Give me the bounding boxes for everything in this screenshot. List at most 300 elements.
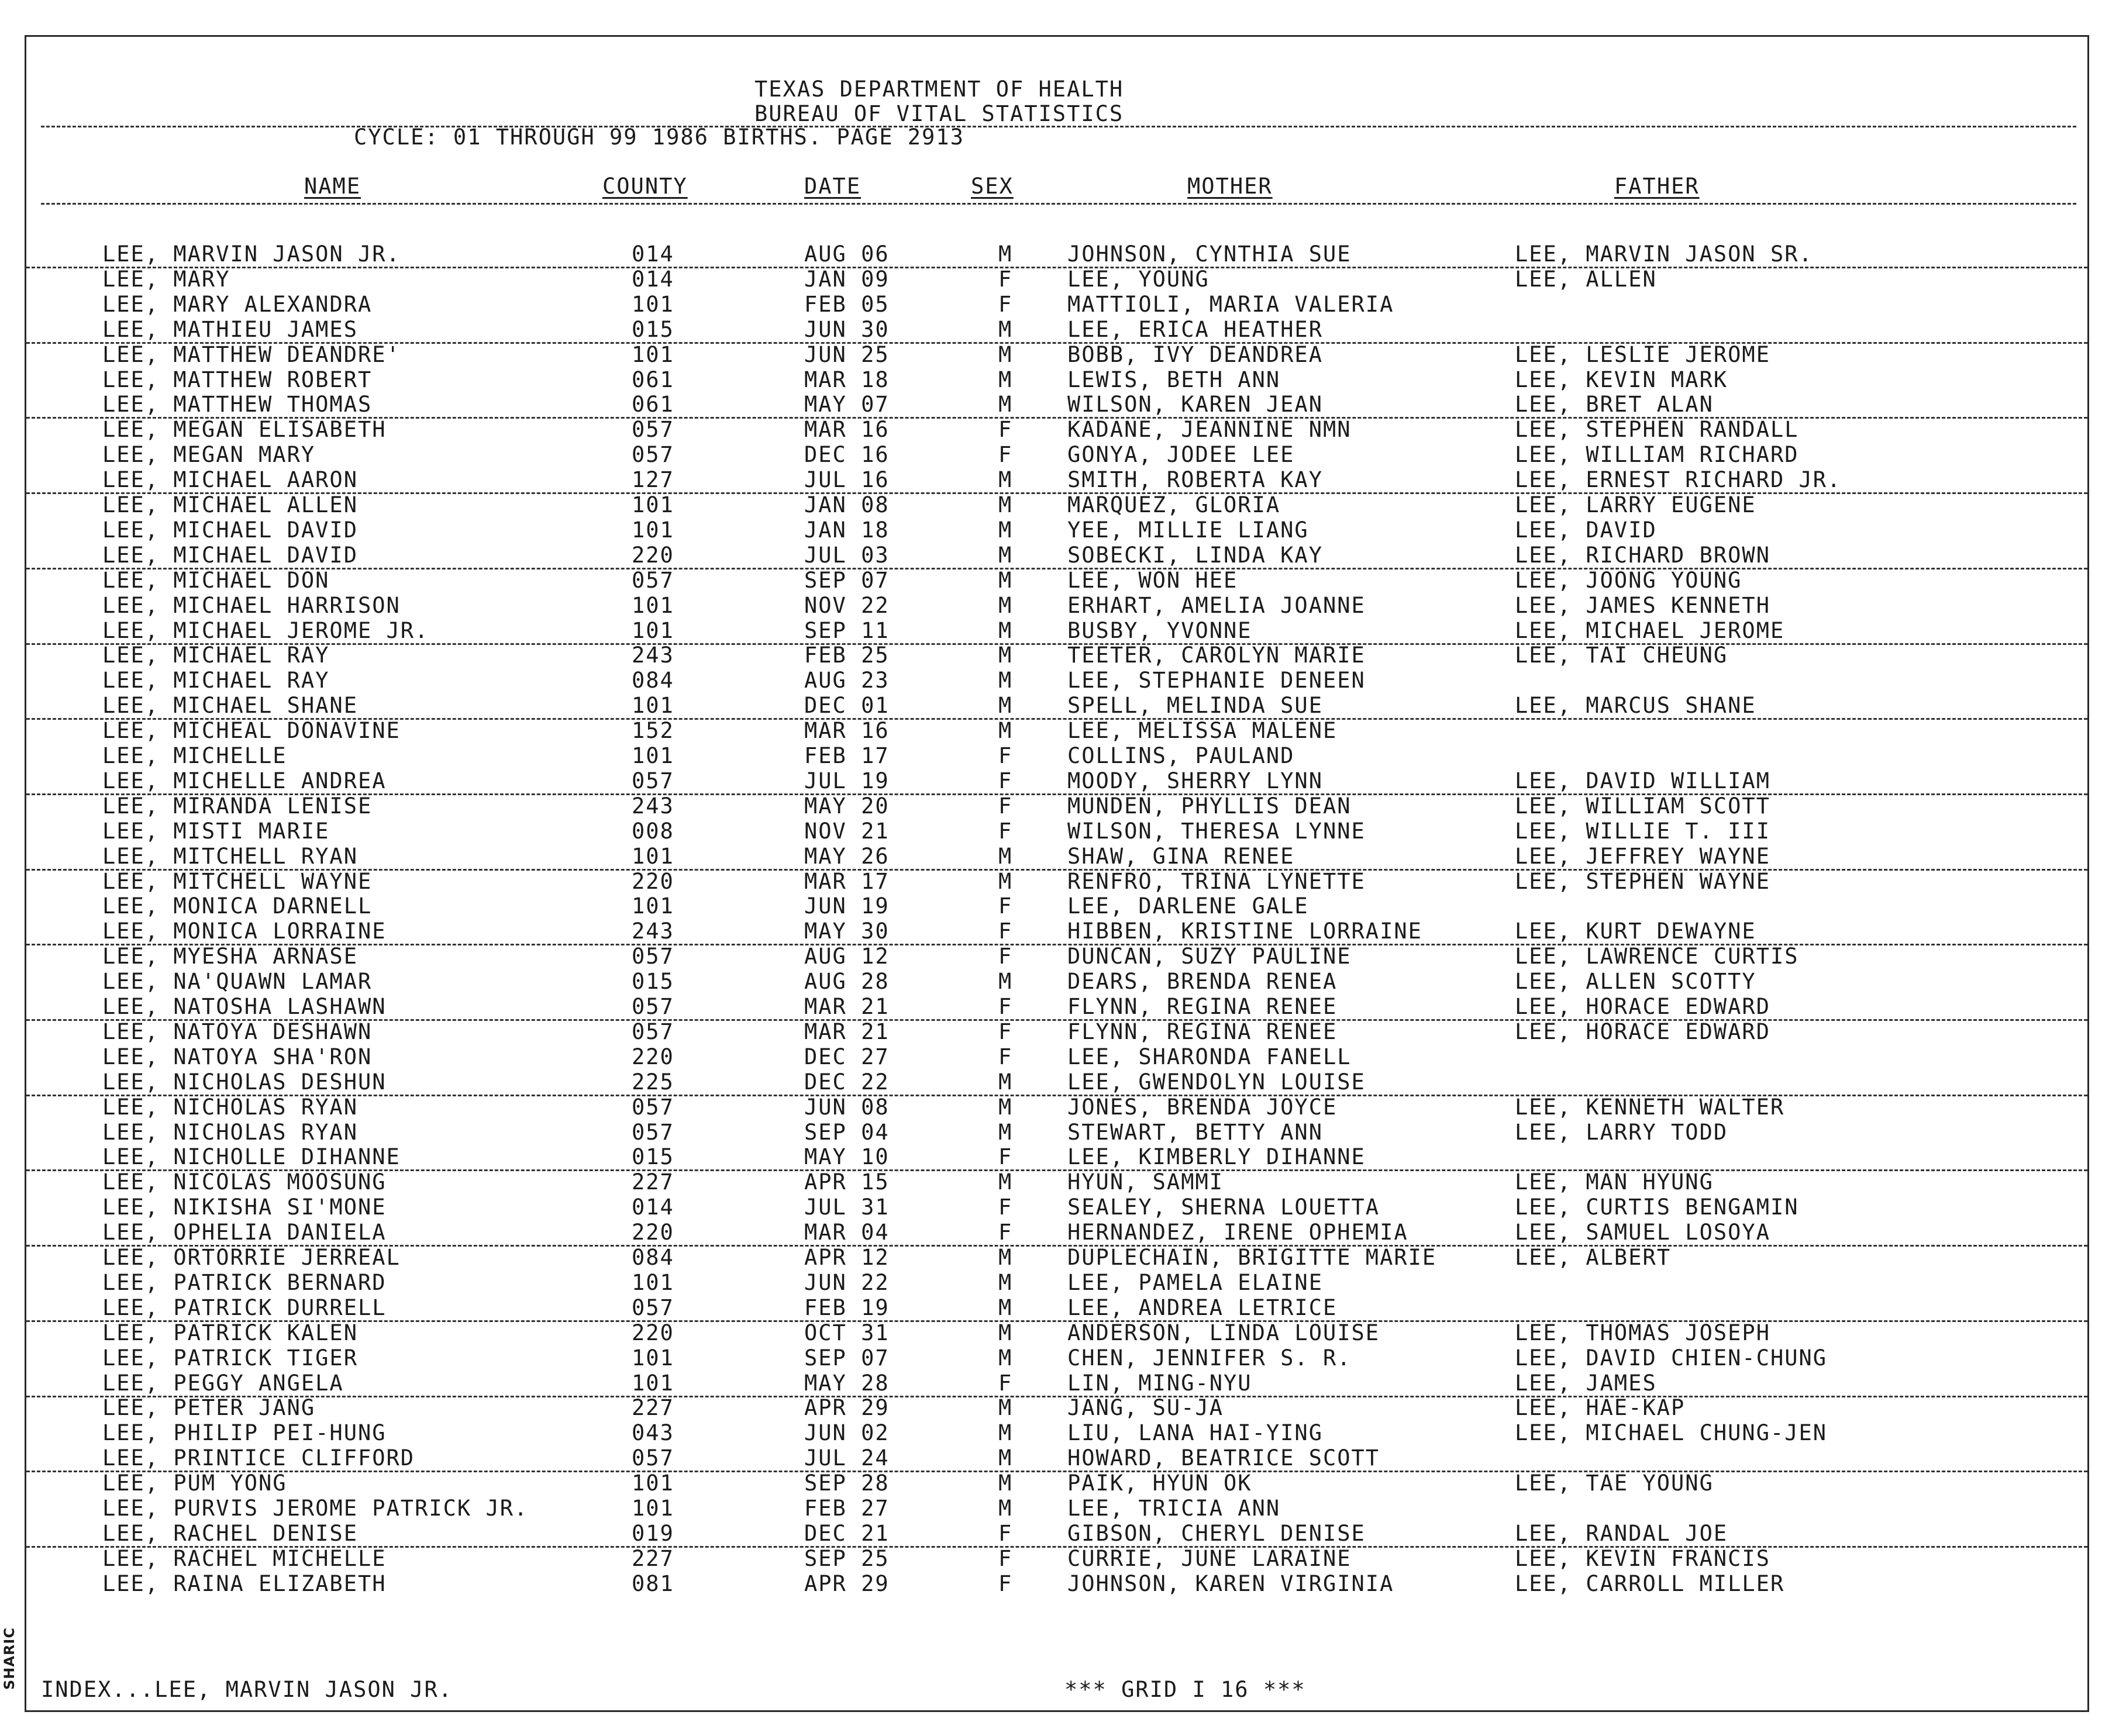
cell-date: NOV 21 [804,818,890,844]
cell-mother: LEE, GWENDOLYN LOUISE [1067,1069,1366,1095]
cell-father: LEE, WILLIAM SCOTT [1515,793,1770,819]
table-row [26,1120,2087,1145]
cell-county: 127 [632,467,674,493]
cell-father: LEE, LARRY TODD [1515,1119,1728,1145]
table-row [26,1521,2087,1548]
cell-county: 225 [632,1069,674,1095]
cell-name: LEE, MATTHEW ROBERT [102,367,373,392]
cell-sex: F [998,1044,1013,1069]
cell-mother: STEWART, BETTY ANN [1067,1119,1323,1145]
cell-county: 220 [632,1044,674,1069]
cell-date: AUG 28 [804,969,890,995]
table-row [26,768,2087,795]
table-row [26,1371,2087,1397]
cell-sex: M [998,617,1013,643]
cell-date: MAR 21 [804,994,890,1019]
cell-date: JUN 08 [804,1094,890,1120]
cell-sex: M [998,592,1013,618]
cell-date: APR 29 [804,1395,890,1421]
cell-mother: LEE, MELISSA MALENE [1067,718,1338,744]
table-row [26,668,2087,693]
cell-mother: SMITH, ROBERTA KAY [1067,467,1323,493]
cell-county: 061 [632,367,674,392]
cell-date: AUG 23 [804,668,890,693]
cell-county: 101 [632,592,674,618]
cell-date: JAN 09 [804,266,890,292]
cell-father: LEE, ALLEN [1515,266,1657,292]
cell-sex: F [998,793,1013,819]
cell-mother: LEE, SHARONDA FANELL [1067,1044,1352,1069]
cell-date: NOV 22 [804,592,890,618]
column-header-date: DATE [804,174,862,199]
cell-name: LEE, RACHEL DENISE [102,1520,358,1546]
cell-date: MAR 18 [804,367,890,392]
cell-sex: M [998,1245,1013,1270]
cell-mother: LEE, YOUNG [1067,266,1210,292]
cell-county: 101 [632,291,674,317]
table-row [26,467,2087,494]
cell-county: 220 [632,542,674,568]
cell-mother: SHAW, GINA RENEE [1067,843,1295,869]
cell-mother: MOODY, SHERRY LYNN [1067,768,1323,793]
cell-date: FEB 27 [804,1496,890,1521]
cell-county: 057 [632,567,674,593]
cell-mother: SEALEY, SHERNA LOUETTA [1067,1195,1380,1220]
cell-father: LEE, MARVIN JASON SR. [1515,241,1813,267]
cell-county: 220 [632,1320,674,1345]
cell-mother: LEWIS, BETH ANN [1067,367,1281,392]
cell-date: JUN 02 [804,1420,890,1446]
cell-county: 220 [632,1220,674,1245]
cell-date: MAY 28 [804,1370,890,1396]
cell-mother: LEE, ERICA HEATHER [1067,316,1323,342]
cell-date: MAR 21 [804,1019,890,1044]
cell-sex: F [998,893,1013,919]
cell-mother: FLYNN, REGINA RENEE [1067,994,1338,1019]
cell-name: LEE, MARVIN JASON JR. [102,241,401,267]
header-rule [41,126,2076,127]
cell-father: LEE, THOMAS JOSEPH [1515,1320,1770,1345]
cell-name: LEE, OPHELIA DANIELA [102,1220,387,1245]
cell-name: LEE, MICHAEL DAVID [102,517,358,543]
cell-sex: M [998,693,1013,719]
cell-father: LEE, RANDAL JOE [1515,1520,1728,1546]
table-row [26,1445,2087,1472]
table-row [26,1420,2087,1445]
cell-name: LEE, NICOLAS MOOSUNG [102,1169,387,1195]
cell-date: SEP 11 [804,617,890,643]
cell-county: 101 [632,843,674,869]
cell-father: LEE, HORACE EDWARD [1515,1019,1770,1044]
cell-father: LEE, WILLIAM RICHARD [1515,442,1799,468]
cell-sex: M [998,1471,1013,1496]
cell-mother: CHEN, JENNIFER S. R. [1067,1345,1352,1371]
cell-sex: F [998,1195,1013,1220]
cell-sex: M [998,969,1013,995]
cell-date: JUN 19 [804,893,890,919]
cell-county: 057 [632,1119,674,1145]
cell-father: LEE, LESLIE JEROME [1515,341,1770,367]
cell-county: 057 [632,1295,674,1320]
cell-date: MAR 16 [804,417,890,443]
cell-county: 101 [632,1370,674,1396]
cell-name: LEE, MICHAEL JEROME JR. [102,617,429,643]
table-row [26,593,2087,618]
cell-date: DEC 16 [804,442,890,468]
cell-county: 101 [632,1345,674,1371]
cell-mother: LEE, TRICIA ANN [1067,1496,1281,1521]
table-row [26,1295,2087,1322]
cell-sex: M [998,1069,1013,1095]
cell-name: LEE, MIRANDA LENISE [102,793,373,819]
table-row [26,844,2087,871]
cell-sex: M [998,843,1013,869]
cell-date: MAY 20 [804,793,890,819]
table-row [26,743,2087,768]
side-label: SHARIC [1,1627,18,1690]
cell-father: LEE, LARRY EUGENE [1515,492,1756,517]
table-row [26,392,2087,419]
cell-county: 014 [632,241,674,267]
cell-county: 015 [632,1144,674,1170]
cell-name: LEE, MICHEAL DONAVINE [102,718,401,744]
cell-mother: JOHNSON, CYNTHIA SUE [1067,241,1352,267]
cell-sex: M [998,467,1013,493]
cell-name: LEE, PEGGY ANGELA [102,1370,344,1396]
cell-father: LEE, CARROLL MILLER [1515,1571,1785,1596]
table-row [26,1496,2087,1521]
cell-father: LEE, HAE-KAP [1515,1395,1686,1421]
cell-mother: YEE, MILLIE LIANG [1067,517,1309,543]
cell-name: LEE, PATRICK BERNARD [102,1269,387,1295]
table-row [26,568,2087,593]
cell-date: AUG 12 [804,944,890,969]
cell-date: JAN 18 [804,517,890,543]
cell-sex: M [998,341,1013,367]
cell-mother: GONYA, JODEE LEE [1067,442,1295,468]
cell-date: MAY 10 [804,1144,890,1170]
cell-county: 057 [632,1019,674,1044]
table-row [26,1571,2087,1596]
cell-sex: M [998,492,1013,517]
table-row [26,442,2087,467]
table-row [26,1245,2087,1270]
table-row [26,1019,2087,1044]
table-row [26,1144,2087,1171]
cell-date: DEC 22 [804,1069,890,1095]
cell-county: 081 [632,1571,674,1596]
cell-name: LEE, MARY [102,266,230,292]
cell-father: LEE, DAVID [1515,517,1657,543]
table-row [26,1270,2087,1295]
cell-name: LEE, PATRICK KALEN [102,1320,358,1345]
cell-county: 019 [632,1520,674,1546]
cell-name: LEE, MICHAEL ALLEN [102,492,358,517]
cell-county: 220 [632,868,674,894]
table-row [26,543,2087,570]
cell-sex: M [998,567,1013,593]
cell-father: LEE, STEPHEN RANDALL [1515,417,1799,443]
cell-date: FEB 25 [804,643,890,668]
cell-sex: F [998,1144,1013,1170]
cell-date: SEP 07 [804,1345,890,1371]
cell-name: LEE, MICHELLE ANDREA [102,768,387,793]
cell-name: LEE, PETER JANG [102,1395,316,1421]
cell-mother: HYUN, SAMMI [1067,1169,1224,1195]
table-row [26,317,2087,344]
cell-name: LEE, NATOSHA LASHAWN [102,994,387,1019]
cell-father: LEE, KURT DEWAYNE [1515,919,1756,944]
cell-sex: F [998,1520,1013,1546]
table-row [26,693,2087,720]
cell-mother: JONES, BRENDA JOYCE [1067,1094,1338,1120]
cell-mother: DUNCAN, SUZY PAULINE [1067,944,1352,969]
cell-father: LEE, JAMES [1515,1370,1657,1396]
table-row [26,1395,2087,1420]
cell-name: LEE, NICHOLAS RYAN [102,1094,358,1120]
cell-mother: TEETER, CAROLYN MARIE [1067,643,1366,668]
cell-county: 057 [632,1094,674,1120]
cell-mother: ANDERSON, LINDA LOUISE [1067,1320,1380,1345]
cell-county: 057 [632,417,674,443]
cell-father: LEE, SAMUEL LOSOYA [1515,1220,1770,1245]
cell-mother: MATTIOLI, MARIA VALERIA [1067,291,1394,317]
cell-name: LEE, MATTHEW DEANDRE' [102,341,401,367]
cell-father: LEE, JEFFREY WAYNE [1515,843,1770,869]
cell-county: 101 [632,693,674,719]
cell-mother: HERNANDEZ, IRENE OPHEMIA [1067,1220,1408,1245]
cell-sex: F [998,768,1013,793]
cell-name: LEE, PHILIP PEI-HUNG [102,1420,387,1446]
cell-name: LEE, NICHOLAS DESHUN [102,1069,387,1095]
cell-mother: GIBSON, CHERYL DENISE [1067,1520,1366,1546]
table-row [26,241,2087,268]
table-row [26,994,2087,1021]
cell-father: LEE, ALBERT [1515,1245,1672,1270]
cell-sex: F [998,1571,1013,1596]
cell-mother: PAIK, HYUN OK [1067,1471,1252,1496]
cell-father: LEE, JAMES KENNETH [1515,592,1770,618]
cell-date: FEB 19 [804,1295,890,1320]
cell-name: LEE, MONICA LORRAINE [102,919,387,944]
cell-name: LEE, PUM YONG [102,1471,287,1496]
table-row [26,793,2087,819]
index-footer: INDEX...LEE, MARVIN JASON JR. [41,1677,453,1702]
column-header-rule [41,203,2076,205]
cell-date: FEB 17 [804,743,890,768]
cycle-line: CYCLE: 01 THROUGH 99 1986 BIRTHS. PAGE 2913 [354,125,964,150]
cell-name: LEE, NIKISHA SI'MONE [102,1195,387,1220]
cell-name: LEE, MICHAEL AARON [102,467,358,493]
cell-county: 101 [632,617,674,643]
cell-mother: JOHNSON, KAREN VIRGINIA [1067,1571,1394,1596]
cell-date: SEP 07 [804,567,890,593]
cell-county: 101 [632,517,674,543]
cell-date: MAR 04 [804,1220,890,1245]
table-row [26,944,2087,969]
cell-mother: DUPLECHAIN, BRIGITTE MARIE [1067,1245,1437,1270]
cell-father: LEE, LAWRENCE CURTIS [1515,944,1799,969]
cell-date: DEC 21 [804,1520,890,1546]
cell-sex: F [998,944,1013,969]
cell-sex: M [998,1496,1013,1521]
agency-title: TEXAS DEPARTMENT OF HEALTH [754,77,1124,102]
cell-sex: M [998,316,1013,342]
cell-mother: SPELL, MELINDA SUE [1067,693,1323,719]
cell-sex: M [998,718,1013,744]
cell-date: MAR 16 [804,718,890,744]
cell-father: LEE, TAE YOUNG [1515,1471,1714,1496]
cell-sex: F [998,1220,1013,1245]
cell-sex: F [998,994,1013,1019]
cell-name: LEE, MICHAEL RAY [102,668,330,693]
cell-county: 243 [632,793,674,819]
cell-date: JUL 03 [804,542,890,568]
cell-name: LEE, NATOYA DESHAWN [102,1019,373,1044]
table-row [26,969,2087,994]
cell-name: LEE, MICHAEL RAY [102,643,330,668]
cell-county: 057 [632,944,674,969]
column-header-name: NAME [304,174,361,199]
cell-father: LEE, ALLEN SCOTTY [1515,969,1756,995]
cell-sex: M [998,1420,1013,1446]
table-row [26,1069,2087,1096]
cell-county: 043 [632,1420,674,1446]
cell-date: JUN 25 [804,341,890,367]
cell-sex: F [998,291,1013,317]
cell-name: LEE, MICHAEL HARRISON [102,592,401,618]
cell-father: LEE, CURTIS BENGAMIN [1515,1195,1799,1220]
cell-sex: M [998,643,1013,668]
cell-name: LEE, MISTI MARIE [102,818,330,844]
table-row [26,1471,2087,1496]
cell-county: 015 [632,316,674,342]
table-row [26,1345,2087,1371]
cell-sex: M [998,1169,1013,1195]
cell-mother: LEE, STEPHANIE DENEEN [1067,668,1366,693]
cell-date: DEC 27 [804,1044,890,1069]
cell-sex: M [998,1395,1013,1421]
cell-name: LEE, NICHOLLE DIHANNE [102,1144,401,1170]
cell-father: LEE, TAI CHEUNG [1515,643,1728,668]
cell-sex: M [998,1345,1013,1371]
cell-mother: WILSON, THERESA LYNNE [1067,818,1366,844]
cell-name: LEE, PATRICK TIGER [102,1345,358,1371]
cell-mother: BOBB, IVY DEANDREA [1067,341,1323,367]
cell-county: 227 [632,1395,674,1421]
table-row [26,618,2087,645]
cell-county: 227 [632,1545,674,1571]
cell-mother: COLLINS, PAULAND [1067,743,1295,768]
cell-sex: M [998,1320,1013,1345]
cell-mother: WILSON, KAREN JEAN [1067,392,1323,417]
cell-date: MAY 07 [804,392,890,417]
cell-county: 057 [632,768,674,793]
cell-date: MAR 17 [804,868,890,894]
cell-mother: JANG, SU-JA [1067,1395,1224,1421]
cell-county: 101 [632,341,674,367]
cell-name: LEE, MITCHELL RYAN [102,843,358,869]
cell-sex: F [998,1019,1013,1044]
cell-county: 084 [632,668,674,693]
table-row [26,292,2087,317]
cell-sex: F [998,743,1013,768]
table-row [26,718,2087,743]
cell-county: 243 [632,643,674,668]
cell-name: LEE, MICHAEL SHANE [102,693,358,719]
cell-sex: M [998,367,1013,392]
cell-father: LEE, MICHAEL CHUNG-JEN [1515,1420,1828,1446]
cell-sex: M [998,868,1013,894]
cell-sex: M [998,1269,1013,1295]
cell-sex: M [998,1094,1013,1120]
cell-name: LEE, MITCHELL WAYNE [102,868,373,894]
cell-mother: SOBECKI, LINDA KAY [1067,542,1323,568]
cell-father: LEE, STEPHEN WAYNE [1515,868,1770,894]
cell-mother: KADANE, JEANNINE NMN [1067,417,1352,443]
table-row [26,643,2087,668]
cell-father: LEE, WILLIE T. III [1515,818,1770,844]
cell-county: 243 [632,919,674,944]
table-row [26,1546,2087,1571]
column-header-mother: MOTHER [1187,174,1273,199]
cell-sex: F [998,919,1013,944]
cell-mother: LIN, MING-NYU [1067,1370,1252,1396]
table-row [26,1095,2087,1120]
cell-date: APR 29 [804,1571,890,1596]
cell-sex: F [998,266,1013,292]
cell-county: 084 [632,1245,674,1270]
table-row [26,367,2087,392]
cell-father: LEE, RICHARD BROWN [1515,542,1770,568]
cell-date: APR 12 [804,1245,890,1270]
cell-sex: M [998,517,1013,543]
cell-county: 101 [632,743,674,768]
cell-mother: LIU, LANA HAI-YING [1067,1420,1323,1446]
cell-name: LEE, MICHAEL DAVID [102,542,358,568]
cell-sex: F [998,1370,1013,1396]
cell-county: 014 [632,1195,674,1220]
cell-name: LEE, PATRICK DURRELL [102,1295,387,1320]
column-header-father: FATHER [1614,174,1700,199]
cell-sex: M [998,392,1013,417]
cell-mother: BUSBY, YVONNE [1067,617,1252,643]
table-row [26,417,2087,442]
cell-date: SEP 28 [804,1471,890,1496]
cell-county: 101 [632,1269,674,1295]
cell-sex: F [998,818,1013,844]
cell-name: LEE, NA'QUAWN LAMAR [102,969,373,995]
column-header-sex: SEX [971,174,1014,199]
table-row [26,267,2087,292]
cell-sex: M [998,241,1013,267]
cell-name: LEE, RAINA ELIZABETH [102,1571,387,1596]
cell-mother: MARQUEZ, GLORIA [1067,492,1281,517]
cell-county: 057 [632,994,674,1019]
cell-date: JUL 19 [804,768,890,793]
cell-county: 015 [632,969,674,995]
table-row [26,1320,2087,1345]
cell-date: JAN 08 [804,492,890,517]
cell-name: LEE, ORTORRIE JERREAL [102,1245,401,1270]
cell-date: AUG 06 [804,241,890,267]
cell-name: LEE, PRINTICE CLIFFORD [102,1445,415,1471]
cell-county: 101 [632,893,674,919]
table-row [26,1169,2087,1195]
cell-name: LEE, RACHEL MICHELLE [102,1545,387,1571]
table-row [26,1044,2087,1069]
table-row [26,1220,2087,1247]
